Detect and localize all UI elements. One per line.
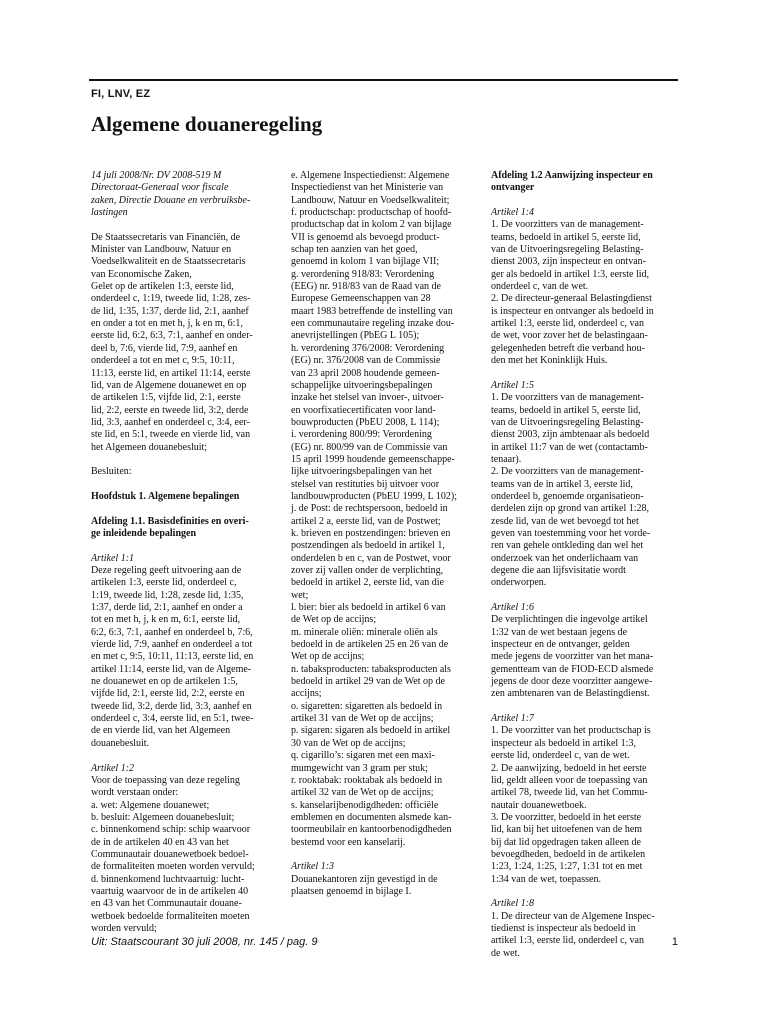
document-meta: 14 juli 2008/Nr. DV 2008-519 M Directoraat-Generaal voor fiscale zaken, Directie Douane en verbruiksbe- lastingen [91, 170, 251, 219]
header-rule [89, 79, 678, 81]
section-heading-1-1: Afdeling 1.1. Basisdefinities en overi- ge inleidende bepalingen [91, 515, 249, 539]
page-number: 1 [671, 936, 678, 948]
column-3 [491, 170, 677, 972]
article-1-3-text: Douanekantoren zijn gevestigd in de plaatsen genoemd in bijlage I. [291, 873, 438, 897]
article-1-2-text: Voor de toepassing van deze regeling wordt verstaan onder: a. wet: Algemene douanewet; b. besluit: Algemeen douanebesluit; c. binnenkomend schip: schip waarvoor de in de artikelen 40 en 43 van het Communautair douanewetboek bedoel- de formaliteiten moeten worden vervuld; d. binnenkomend luchtvaartuig: lucht- vaartuig waarvoor de in de artikelen 40 en 43 van het Communautair douane- wetboek bedoelde formaliteiten moeten worden vervuld; [91, 774, 255, 934]
article-1-4-text: 1. De voorzitters van de management- teams, bedoeld in artikel 5, eerste lid, van de Uitvoeringsregeling Belasting- dienst 2003, zijn inspecteur en ontvan- ger als bedoeld in artikel 1:3, eerste lid, onderdeel c, van de wet. 2. De directeur-generaal Belastingdienst is inspecteur en ontvanger als bedoeld in artikel 1:3, eerste lid, onderdeel c, van de wet, voor zover het de belastingaan- gelegenheden betreft die verband hou- den met het Koninklijk Huis. [491, 219, 654, 367]
article-1-5-heading: Artikel 1:5 [491, 379, 535, 391]
article-1-1-text: Deze regeling geeft uitvoering aan de artikelen 1:3, eerste lid, onderdeel c, 1:19, tweede lid, 1:28, zesde lid, 1:35, 1:37, derde lid, 2:1, aanhef en onder a tot en met h, j, k en m, 6:1, eerste lid, 6:2, 6:3, 7:1, aanhef en onderdeel b, 7:6, vierde lid, 7:9, aanhef en onderdeel a tot en met c, 9:5, 10:11, 11:13, eerste lid, en artikel 11:14, eerste lid, van de Algeme- ne douanewet en op de artikelen 1:5, vijfde lid, 2:1, eerste lid, 2:2, eerste en tweede lid, 3:2, derde lid, 3:3, aanhef en onderdeel c, 3:4, eerste lid, en 5:1, twee- de en vierde lid, van het Algemeen douanebesluit. [91, 565, 254, 749]
article-1-2-heading: Artikel 1:2 [91, 762, 135, 774]
article-1-1-heading: Artikel 1:1 [91, 552, 135, 564]
section-heading-1-2: Afdeling 1.2 Aanwijzing inspecteur en ontvanger [491, 170, 653, 194]
article-1-8-text: 1. De directeur van de Algemene Inspec- tiedienst is inspecteur als bedoeld in artikel 1:3, eerste lid, onderdeel c, van de wet. [491, 910, 655, 959]
definitions-list: e. Algemene Inspectiedienst: Algemene Inspectiedienst van het Ministerie van Landbouw, Natuur en Voedselkwaliteit; f. productschap: productschap of hoofd- productschap dat in kolom 2 van bijlage VII is genoemd als bevoegd product- schap ten aanzien van het goed, genoemd in kolom 1 van bijlage VII; g. verordening 918/83: Verordening (EEG) nr. 918/83 van de Raad van de Europese Gemeenschappen van 28 maart 1983 betreffende de instelling van een communautaire regeling inzake dou- anevrijstellingen (PbEG L 105); h. verordening 376/2008: Verordening (EG) nr. 376/2008 van de Commissie van 23 april 2008 houdende gemeen- schappelijke uitvoeringsbepalingen inzake het stelsel van invoer-, uitvoer- en voorfixatiecertificaten voor land- bouwproducten (PbEU 2008, L 114); i. verordening 800/99: Verordening (EG) nr. 800/99 van de Commissie van 15 april 1999 houdende gemeenschappe- lijke uitvoeringsbepalingen van het stelsel van restituties bij uitvoer voor landbouwproducten (PbEU 1999, L 102); j. de Post: de rechtspersoon, bedoeld in artikel 2 a, eerste lid, van de Postwet; k. brieven en postzendingen: brieven en postzendingen als bedoeld in artikel 1, onderdelen b en c, van de Postwet, voor zover zij vallen onder de verplichting, bedoeld in artikel 2, eerste lid, van die wet; l. bier: bier als bedoeld in artikel 6 van de Wet op de accijns; m. minerale oliën: minerale oliën als bedoeld in de artikelen 25 en 26 van de Wet op de accijns; n. tabaksproducten: tabaksproducten als bedoeld in artikel 29 van de Wet op de accijns; o. sigaretten: sigaretten als bedoeld in artikel 31 van de Wet op de accijns; p. sigaren: sigaren als bedoeld in artikel 30 van de Wet op de accijns; q. cigarillo’s: sigaren met een maxi- mumgewicht van 3 gram per stuk; r. rooktabak: rooktabak als bedoeld in artikel 32 van de Wet op de accijns; s. kanselarijbenodigdheden: officiële emblemen en documenten alsmede kan- toormeubilair en kantoorbenodigdheden bestemd voor een kanselarij. [291, 170, 457, 848]
article-1-6-heading: Artikel 1:6 [491, 602, 535, 614]
article-1-5-text: 1. De voorzitters van de management- teams, bedoeld in artikel 5, eerste lid, van de Uitvoeringsregeling Belasting- dienst 2003, zijn ambtenaar als bedoeld in artikel 11:7 van de wet (contactamb- tenaar). 2. De voorzitters van de management- teams van de in artikel 3, eerste lid, onderdeel b, genoemde organisatieon- derdelen zijn op grond van artikel 1:28, zesde lid, van de wet bevoegd tot het geven van toestemming voor het vorde- ren van gehele ontkleding dan wel het onderzoek van het onderlichaam van degene die aan lijfsvisitatie wordt onderworpen. [491, 392, 651, 589]
article-1-3-heading: Artikel 1:3 [291, 861, 335, 873]
article-1-4-heading: Artikel 1:4 [491, 207, 535, 219]
preamble: De Staatssecretaris van Financiën, de Minister van Landbouw, Natuur en Voedselkwaliteit en de Staatssecretaris van Economische Zaken, Gelet op de artikelen 1:3, eerste lid, onderdeel c, 1:19, tweede lid, 1:28, zes- de lid, 1:35, 1:37, derde lid, 2:1, aanhef en onder a tot en met h, j, k en m, 6:1, eerste lid, 6:2, 6:3, 7:1, aanhef en onder- deel b, 7:6, vierde lid, 7:9, aanhef en onderdeel a tot en met c, 9:5, 10:11, 11:13, eerste lid, en artikel 11:14, eerste lid, van de Algemene douanewet en op de artikelen 1:5, vijfde lid, 2:1, eerste lid, 2:2, eerste en tweede lid, 3:2, derde lid, 3:3, aanhef en onderdeel c, 3:4, eer- ste lid, en 5:1, tweede en vierde lid, van het Algemeen douanebesluit; [91, 231, 253, 453]
article-1-8-heading: Artikel 1:8 [491, 898, 535, 910]
document-title: Algemene douaneregeling [91, 112, 323, 136]
column-1 [91, 170, 277, 948]
column-2 [291, 170, 477, 911]
article-1-7-heading: Artikel 1:7 [491, 713, 535, 725]
article-1-7-text: 1. De voorzitter van het productschap is inspecteur als bedoeld in artikel 1:3, eerste lid, onderdeel c, van de wet. 2. De aanwijzing, bedoeld in het eerste lid, geldt alleen voor de toepassing van artikel 78, tweede lid, van het Commu- nautair douanewetboek. 3. De voorzitter, bedoeld in het eerste lid, kan bij het uitoefenen van de hem bij dat lid opgedragen taken alleen de bevoegdheden, bedoeld in de artikelen 1:23, 1:24, 1:25, 1:27, 1:31 tot en met 1:34 van de wet, toepassen. [491, 725, 651, 885]
footer-source: Uit: Staatscourant 30 juli 2008, nr. 145 / pag. 9 [91, 936, 318, 948]
article-1-6-text: De verplichtingen die ingevolge artikel 1:32 van de wet bestaan jegens de inspecteur en de ontvanger, gelden mede jegens de voorzitter van het mana- gementteam van de FIOD-ECD alsmede jegens de door deze voorzitter aangewe- zen ambtenaren van de Belastingdienst. [491, 614, 654, 700]
chapter-heading: Hoofdstuk 1. Algemene bepalingen [91, 490, 240, 502]
besluiten-label: Besluiten: [91, 466, 132, 478]
ministries-label: FI, LNV, EZ [91, 88, 151, 100]
